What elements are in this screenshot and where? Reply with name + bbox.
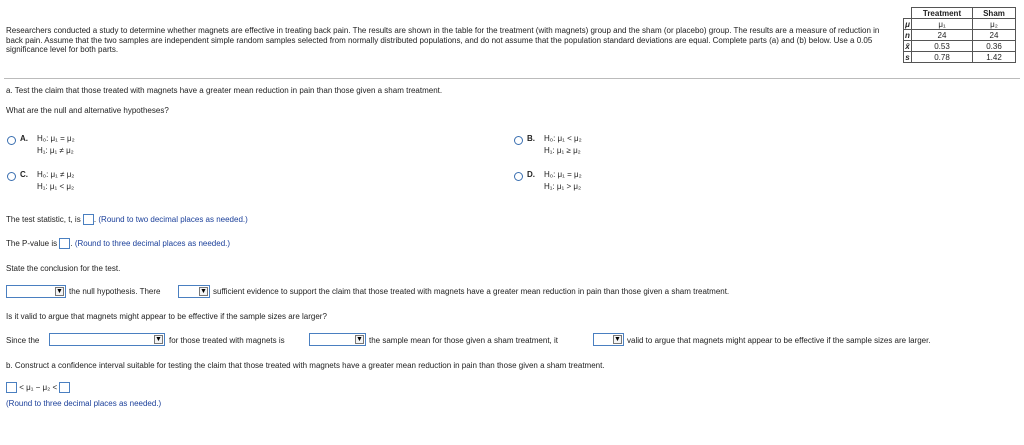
- table-row-label: n: [905, 30, 910, 40]
- option-a-letter: A.: [20, 134, 28, 143]
- conclusion-end-text: sufficient evidence to support the claim that those treated with magnets have a greater mean reduction in pain than those given a sham treatment.: [213, 287, 730, 296]
- pvalue-input[interactable]: [59, 238, 70, 249]
- option-a-h0: H₀: μ₁ = μ₂: [37, 134, 75, 143]
- chevron-down-icon: ▼: [200, 288, 207, 295]
- table-cell: 24: [912, 30, 973, 41]
- option-b-radio[interactable]: [514, 136, 523, 145]
- test-statistic-line: The test statistic, t, is . (Round to two decimal places as needed.): [6, 215, 248, 224]
- table-cell: 24: [973, 30, 1016, 41]
- option-d-text: [544, 169, 582, 193]
- table-row: [904, 30, 1016, 41]
- ci-middle-text: < μ₁ − μ₂ <: [19, 383, 58, 392]
- option-b-h0: H₀: μ₁ < μ₂: [544, 134, 582, 143]
- problem-intro: Researchers conducted a study to determine whether magnets are effective in treating back pain. The results are shown in the table for the treatment (with magnets) group and the sham (or placebo) group. The results are a measure of reduction in back pain. Assume that the two samples are independent simple random samples selected from normally distributed populations, and do not assume that the population standard deviations are equal. Complete parts (a) and (b) below. Use a 0.05 significance level for both parts.: [6, 26, 880, 54]
- table-row: [904, 19, 1016, 30]
- option-b-letter: B.: [527, 134, 535, 143]
- table-cell: 0.36: [973, 41, 1016, 52]
- reject-decision-dropdown[interactable]: [6, 285, 66, 298]
- option-d-letter: D.: [527, 170, 535, 179]
- part-a-prompt: a. Test the claim that those treated with magnets have a greater mean reduction in pain than those given a sham treatment.: [6, 86, 443, 95]
- test-statistic-input[interactable]: [83, 214, 94, 225]
- option-a-h1: H₁: μ₁ ≠ μ₂: [37, 146, 74, 155]
- option-c-h0: H₀: μ₁ ≠ μ₂: [37, 170, 75, 179]
- chevron-down-icon: ▼: [56, 288, 63, 295]
- option-c-radio[interactable]: [7, 172, 16, 181]
- data-table: [903, 7, 1016, 63]
- part-b-prompt: b. Construct a confidence interval suitable for testing the claim that those treated with magnets have a greater mean reduction in pain than those given a sham treatment.: [6, 361, 605, 370]
- pvalue-note: (Round to three decimal places as needed.): [74, 239, 231, 248]
- statistic-dropdown[interactable]: [49, 333, 165, 346]
- valid-to-argue-text: valid to argue that magnets might appear to be effective if the sample sizes are larger.: [627, 336, 931, 345]
- table-header-sham: Sham: [973, 8, 1016, 19]
- since-the-text: Since the: [6, 336, 40, 345]
- sample-mean-text: the sample mean for those given a sham treatment, it: [369, 336, 558, 345]
- table-header-treatment: Treatment: [912, 8, 973, 19]
- conclusion-mid-text: the null hypothesis. There: [69, 287, 161, 296]
- table-cell: 0.78: [912, 52, 973, 63]
- table-row: [904, 52, 1016, 63]
- confidence-interval-line: [6, 382, 70, 394]
- table-header-row: [904, 8, 1016, 19]
- test-statistic-note: (Round to two decimal places as needed.): [98, 215, 248, 224]
- option-b-h1: H₁: μ₁ ≥ μ₂: [544, 146, 581, 155]
- table-row-label: μ: [905, 19, 910, 29]
- table-cell: μ₂: [973, 19, 1016, 30]
- pvalue-label: The P-value is: [6, 239, 58, 248]
- pvalue-line: The P-value is . (Round to three decimal places as needed.): [6, 239, 231, 248]
- validity-question: Is it valid to argue that magnets might appear to be effective if the sample sizes are larger?: [6, 312, 327, 321]
- option-d-h1: H₁: μ₁ > μ₂: [544, 182, 582, 191]
- option-c-letter: C.: [20, 170, 28, 179]
- divider: [4, 78, 1020, 79]
- evidence-dropdown[interactable]: [178, 285, 210, 298]
- option-c-text: [37, 169, 74, 193]
- option-d-h0: H₀: μ₁ = μ₂: [544, 170, 582, 179]
- table-cell: 1.42: [973, 52, 1016, 63]
- conclusion-label: State the conclusion for the test.: [6, 264, 121, 273]
- for-those-text: for those treated with magnets is: [169, 336, 285, 345]
- option-a-radio[interactable]: [7, 136, 16, 145]
- chevron-down-icon: ▼: [356, 336, 363, 343]
- table-row-label: s: [905, 52, 910, 62]
- comparison-dropdown[interactable]: [309, 333, 366, 346]
- option-b-text: [544, 133, 582, 157]
- validity-dropdown[interactable]: [593, 333, 624, 346]
- chevron-down-icon: ▼: [155, 336, 162, 343]
- table-cell: μ₁: [912, 19, 973, 30]
- chevron-down-icon: ▼: [614, 336, 621, 343]
- option-d-radio[interactable]: [514, 172, 523, 181]
- part-b-note: (Round to three decimal places as needed.): [6, 399, 162, 408]
- hypotheses-question: What are the null and alternative hypotheses?: [6, 106, 169, 115]
- table-row-label: x̄: [905, 41, 910, 51]
- option-c-h1: H₁: μ₁ < μ₂: [37, 182, 75, 191]
- table-row: [904, 41, 1016, 52]
- ci-upper-input[interactable]: [59, 382, 70, 393]
- test-statistic-label: The test statistic, t, is: [6, 215, 81, 224]
- ci-lower-input[interactable]: [6, 382, 17, 393]
- table-cell: 0.53: [912, 41, 973, 52]
- option-a-text: [37, 133, 75, 157]
